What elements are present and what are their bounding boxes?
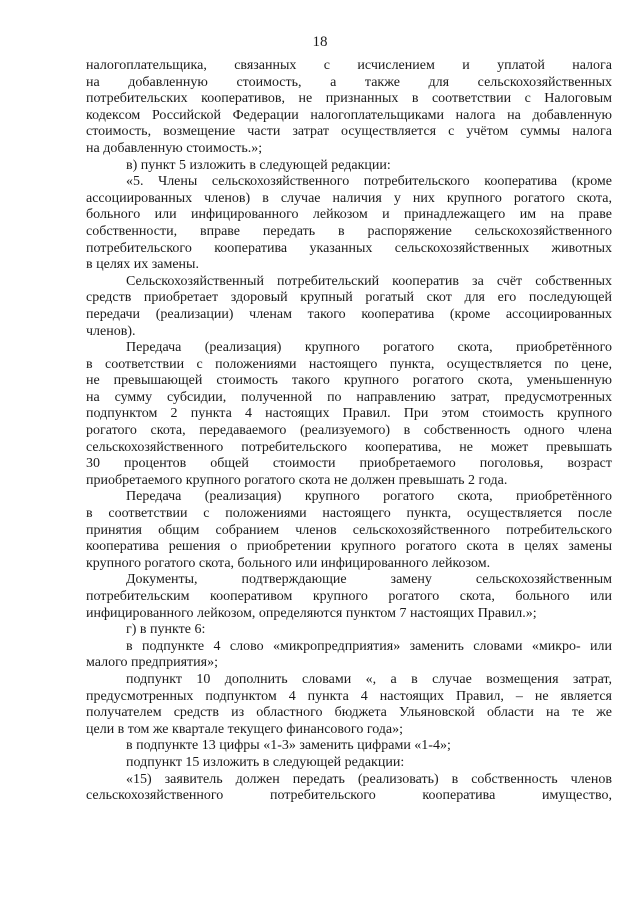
text-line: в подпункте 13 цифры «1-3» заменить цифрами «1-4»; (126, 738, 451, 754)
text-line: принятия общим собранием членов сельскохозяйственного потребительского (86, 522, 612, 538)
text-line: на добавленную стоимость.»; (86, 140, 263, 156)
text-line: средств приобретает здоровый крупный рогатый скот для его последующей (86, 290, 612, 306)
text-line: на добавленную стоимость, а также для сельскохозяйственных (86, 74, 612, 90)
text-line: не превышающей стоимость такого крупного рогатого скота, уменьшенную (86, 373, 612, 389)
document-body (86, 58, 612, 805)
text-line: крупного рогатого скота, больного или инфицированного лейкозом. (86, 555, 491, 571)
text-line: потребительским кооперативом крупного рогатого скота, больного или (86, 589, 612, 604)
text-line: цели в том же квартале текущего финансового года»; (86, 721, 404, 737)
text-line: потребительских кооперативов, не признанных в соответствии с Налоговым (86, 91, 612, 107)
text-line: «15) заявитель должен передать (реализовать) в собственность членов (126, 771, 612, 787)
text-line: в целях их замены. (86, 257, 199, 273)
text-line: сельскохозяйственного потребительского кооператива имущество, (86, 788, 612, 804)
text-line: собственности, вправе передать в распоряжение сельскохозяйственного (86, 223, 612, 239)
text-line: Документы, подтверждающие замену сельскохозяйственным (126, 572, 612, 588)
text-line: Передача (реализация) крупного рогатого скота, приобретённого (126, 489, 612, 505)
text-line: Передача (реализация) крупного рогатого скота, приобретённого (126, 340, 612, 356)
page-number: 18 (312, 34, 328, 50)
text-line: в соответствии с положениями настоящего пункта, осуществляется по цене, (86, 356, 612, 372)
text-line: в соответствии с положениями настоящего пункта, осуществляется после (86, 506, 612, 522)
text-line: сельскохозяйственного потребительского кооператива, не может превышать (86, 439, 612, 455)
text-line: ассоциированных членов) в случае наличия у них крупного рогатого скота, (86, 190, 612, 206)
text-line: кооператива решения о приобретении крупного рогатого скота в целях замены (86, 539, 612, 555)
text-line: 30 процентов общей стоимости приобретаемого поголовья, возраст (86, 456, 612, 472)
text-line: подпунктом 2 пункта 4 настоящих Правил. При этом стоимость крупного (86, 406, 612, 422)
text-line: членов). (86, 323, 136, 339)
text-line: на сумму субсидии, полученной по направлению затрат, предусмотренных (86, 389, 612, 405)
text-line: больного или инфицированного лейкозом и принадлежащего им на праве (86, 207, 612, 223)
text-line: г) в пункте 6: (126, 622, 206, 638)
text-line: подпункт 10 дополнить словами «, а в случае возмещения затрат, (126, 671, 612, 687)
text-line: передачи (реализации) членам такого кооператива (кроме ассоциированных (86, 306, 612, 322)
text-line: в) пункт 5 изложить в следующей редакции: (126, 157, 391, 173)
text-line: рогатого скота, передаваемого (реализуемого) в собственность одного члена (86, 423, 612, 439)
text-line: инфицированного лейкозом, определяются пунктом 7 настоящих Правил.»; (86, 605, 537, 621)
text-line: Сельскохозяйственный потребительский кооператив за счёт собственных (126, 273, 612, 289)
text-line: получателем средств из областного бюджета Ульяновской области на те же (86, 705, 612, 721)
text-line: потребительского кооператива указанных сельскохозяйственных животных (86, 240, 612, 256)
text-line: подпункт 15 изложить в следующей редакции: (126, 754, 405, 770)
text-line: кодексом Российской Федерации налогоплательщиками налога на добавленную (86, 107, 612, 123)
text-line: «5. Члены сельскохозяйственного потребительского кооператива (кроме (126, 174, 612, 190)
text-line: предусмотренных подпунктом 4 пункта 4 настоящих Правил, – не является (86, 688, 612, 704)
text-line: малого предприятия»; (86, 655, 218, 671)
text-line: приобретаемого крупного рогатого скота не должен превышать 2 года. (86, 472, 508, 488)
text-line: налогоплательщика, связанных с исчислением и уплатой налога (86, 58, 612, 73)
text-line: в подпункте 4 слово «микропредприятия» заменить словами «микро- или (126, 638, 612, 654)
text-line: стоимость, возмещение части затрат осуществляется с учётом суммы налога (86, 124, 612, 140)
